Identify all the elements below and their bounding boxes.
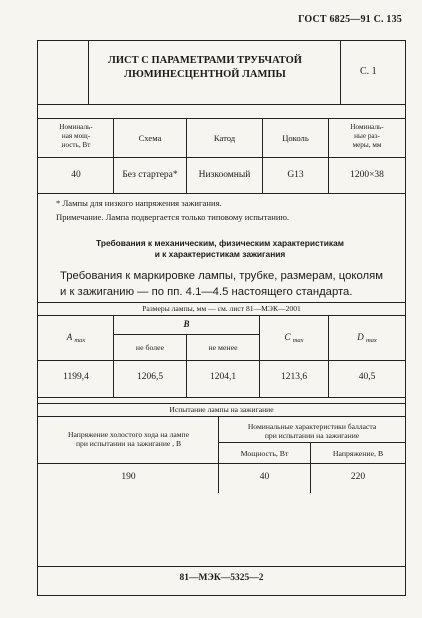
value-power: 40 [71,170,81,180]
dimensions-caption: Размеры лампы, мм — см. лист 81—МЭК—2001 [142,304,301,313]
header-ballast: Номинальные характеристики балласта при испытании на зажигание [247,422,377,440]
header-size: Номиналь- ные раз- меры, мм [350,123,384,149]
title-left-divider [88,40,89,104]
header-c-max: C $_{max}$ [284,332,304,344]
value-base: G13 [287,170,304,180]
footer-code: 81—МЭК—5325—2 [179,573,264,583]
footnote: * Лампы для низкого напряжения зажигания. [56,198,222,208]
requirements-title: Требования к механическим, физическим характеристикам и к характеристикам зажигания [96,238,344,259]
value-c-max: 1213,6 [280,372,308,382]
value-d-max: 40,5 [358,372,376,382]
value-open-circuit-voltage: 190 [121,472,136,482]
sheet-title-line2: ЛЮМИНЕСЦЕНТНОЙ ЛАМПЫ [124,69,286,80]
footer-rule [37,566,406,567]
requirements-text: Требования к маркировке лампы, трубке, размерам, цоколям и к зажиганию — по пп. 4.1—4.5 настоящего стандарта. [60,270,383,298]
sheet-number: С. 1 [360,66,377,77]
header-b-max: не более [135,343,165,352]
header-open-circuit-voltage: Напряжение холостого хода на лампе при испытании на зажигание , В [68,430,189,448]
title-bottom-rule [37,104,406,105]
value-b-max: 1206,5 [136,372,164,382]
header-power: Номиналь- ная мощ- ность, Вт [59,123,93,149]
header-a-max: A $_{max}$ [66,332,86,344]
value-scheme: Без стартера* [122,170,178,180]
sheet-title-line1: ЛИСТ С ПАРАМЕТРАМИ ТРУБЧАТОЙ [108,55,302,66]
header-base: Цоколь [282,133,309,143]
value-b-min: 1204,1 [209,372,237,382]
header-ballast-power: Мощность, Вт [240,449,289,458]
header-cathode: Катод [213,133,236,143]
value-ballast-power: 40 [259,472,270,482]
header-scheme: Схема [138,133,162,143]
ignition-caption: Испытание лампы на зажигание [169,405,274,414]
header-d-max: D $_{max}$ [357,332,377,344]
title-right-divider [340,40,341,104]
header-ballast-voltage: Напряжение, В [332,449,384,458]
header-b: B [183,319,190,329]
page-reference: ГОСТ 6825—91 С. 135 [298,14,402,25]
value-a-max: 1199,4 [63,372,89,382]
header-b-min: не менее [208,343,238,352]
sheet-title [100,54,310,82]
value-size: 1200×38 [350,170,384,180]
remark-note: Примечание. Лампа подвергается только типовому испытанию. [56,212,290,222]
value-cathode: Низкоомный [198,170,251,180]
value-ballast-voltage: 220 [350,472,366,482]
